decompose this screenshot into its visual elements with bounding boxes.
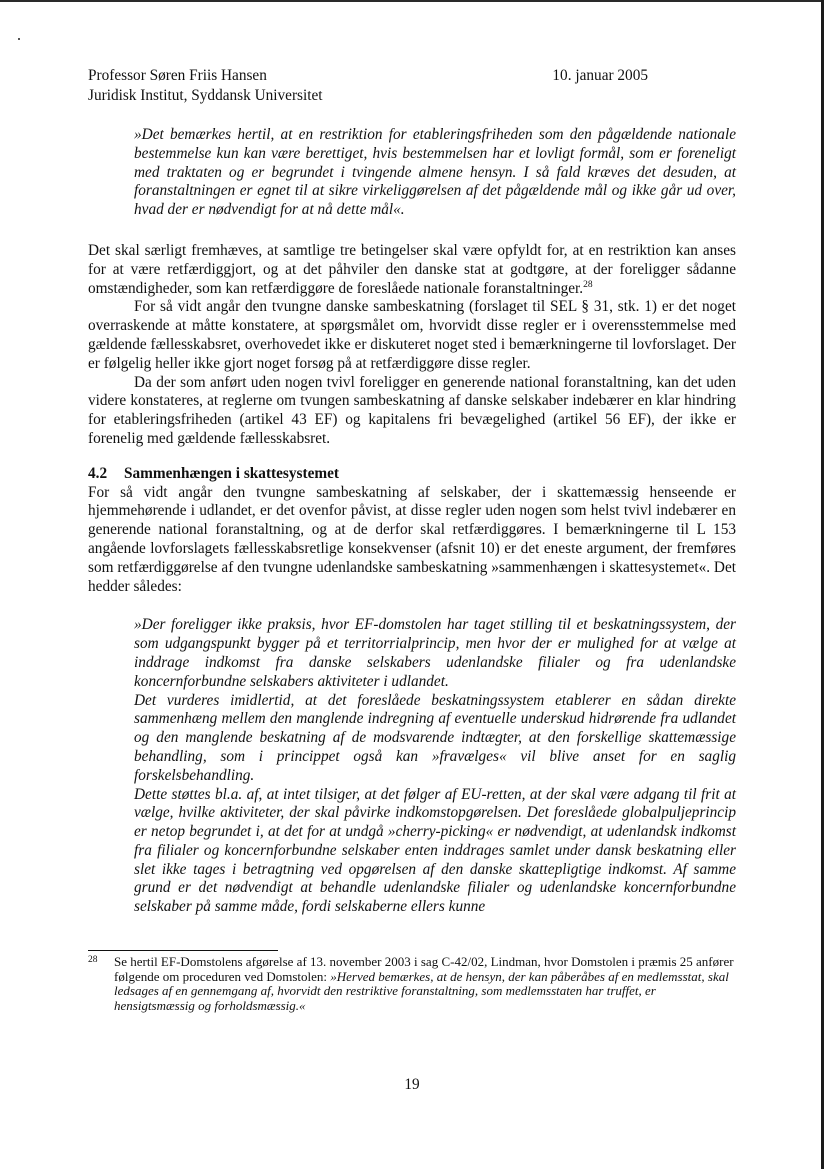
quote-text: »Det bemærkes hertil, at en restriktion for etableringsfriheden som den pågældende nationale bestemmelse kun kan være berettiget, hvis bestemmelsen har et lovligt formål, som er foreneligt med traktaten og er begrundet i tvingende almene hensyn. I så fald kræves det desuden, at foranstaltningen er egnet til at sikre virkeliggørelsen af det pågældende mål og ikke går ud over, hvad der er nødvendigt for at nå dette mål«. — [134, 126, 736, 219]
scan-border-top — [0, 0, 824, 2]
paragraph-2: For så vidt angår den tvungne danske sambeskatning (forslaget til SEL § 31, stk. 1) er det noget overraskende at måtte konstatere, at spørgsmålet om, hvorvidt disse regler er i overensstemmelse med gældende fællesskabsret, overhovedet ikke er diskuteret noget sted i bemærkningerne til lovforslaget. Der er følgelig heller ikke gjort noget forsøg på at retfærdiggøre disse regler. — [88, 298, 736, 372]
header-author: Professor Søren Friis Hansen — [88, 67, 267, 84]
paragraph-4: For så vidt angår den tvungne sambeskatning af selskaber, der i skattemæssig henseende er hjemmehørende i udlandet, er det ovenfor påvist, at disse regler uden nogen som helst tvivl indebærer en generende national foranstaltning, og at de derfor skal retfærdiggøres. I bemærkningerne til L 153 angående lovforslagets fællesskabsretlige konsekvenser (afsnit 10) er det eneste argument, der fremføres som retfærdiggørelse af den tvungne udenlandske sambeskatning »sammenhængen i skattesystemet«. Det hedder således: — [88, 483, 736, 595]
page-number: 19 — [404, 1076, 420, 1093]
paragraph-3: Da der som anført uden nogen tvivl foreligger en generende national foranstaltning, kan det uden videre konstateres, at reglerne om tvungen sambeskatning af danske selskaber indebærer en klar hindring for etableringsfriheden (artikel 43 EF) og kapitalens fri bevægelighed (artikel 56 EF), der ikke er forenelig med gældende fællesskabsret. — [88, 373, 736, 447]
footnote-separator — [88, 950, 278, 951]
quote-paragraph: Det vurderes imidlertid, at det foreslåede beskatningssystem etablerer en sådan direkte sammenhæng mellem den manglende indregning af eventuelle underskud hidrørende fra udlandet og den manglende beskatning af de modsvarende indtægter, at den forskellige skattemæssige behandling, som i princippet også kan »fravælges« vil blive anset for en saglig forskelsbehandling. — [134, 691, 736, 784]
quote-paragraph: »Der foreligger ikke praksis, hvor EF-domstolen har taget stilling til et beskatningssystem, der som udgangspunkt bygger på et territorrialprincip, men hvor der er mulighed for at vælge at inddrage indkomst fra danske selskabers udenlandske filialer og fra udenlandske koncernforbundne selskabers aktiviteter i udlandet. — [134, 616, 736, 690]
page-body — [88, 126, 736, 917]
page-header — [88, 66, 648, 106]
header-date: 10. januar 2005 — [552, 67, 648, 84]
footnote-body — [114, 955, 736, 1013]
paragraph-text: Det skal særligt fremhæves, at samtlige tre betingelser skal være opfyldt for, at en restriktion kan anses for at være retfærdiggjort, og at det påhviler den danske stat at godtgøre, at der foreligger sådanne omstændigheder, som kan retfærdiggøre de foreslåede nationale foranstaltninger. — [88, 241, 736, 297]
scan-speck — [18, 38, 20, 40]
section-heading — [88, 465, 736, 484]
paragraph-1 — [88, 242, 736, 298]
footnote — [88, 955, 736, 1013]
footnote-quote: »Herved bemærkes, at de hensyn, der kan påberåbes af en medlemsstat, skal ledsages af en gennemgang af, hvorvidt den restriktive foranstaltning, som medlemsstaten har truffet, er hensigtsmæssig og forholdsmæssig.« — [114, 968, 729, 1013]
footnote-ref: 28 — [583, 279, 593, 290]
block-quote-2 — [134, 616, 736, 917]
block-quote-1 — [134, 126, 736, 220]
section-number: 4.2 — [88, 464, 108, 482]
footnote-number: 28 — [88, 955, 98, 965]
header-institution: Juridisk Institut, Syddansk Universitet — [88, 87, 323, 104]
footnote-text: Se hertil EF-Domstolens afgørelse af 13. november 2003 i sag C-42/02, Lindman, hvor Domstolen i præmis 25 anfører følgende om proceduren ved Domstolen: — [114, 954, 734, 984]
quote-paragraph: Dette støttes bl.a. af, at intet tilsiger, at det følger af EU-retten, at der skal være adgang til frit at vælge, hvilke aktiviteter, der skal påvirke indkomstopgørelsen. Det foreslåede globalpuljeprincip er netop begrundet i, at det for at undgå »cherry-picking« er nødvendigt, at udenlandsk indkomst fra filialer og koncernforbundne selskaber enten inddrages samlet under dansk beskatning eller slet ikke tages i betragtning ved opgørelsen af den danske skattepligtige indkomst. Af samme grund er det nødvendigt at behandle udenlandske filialer og udenlandske koncernforbundne selskaber på samme måde, fordi selskaberne ellers kunne — [134, 785, 736, 916]
section-title: Sammenhængen i skattesystemet — [124, 464, 339, 482]
